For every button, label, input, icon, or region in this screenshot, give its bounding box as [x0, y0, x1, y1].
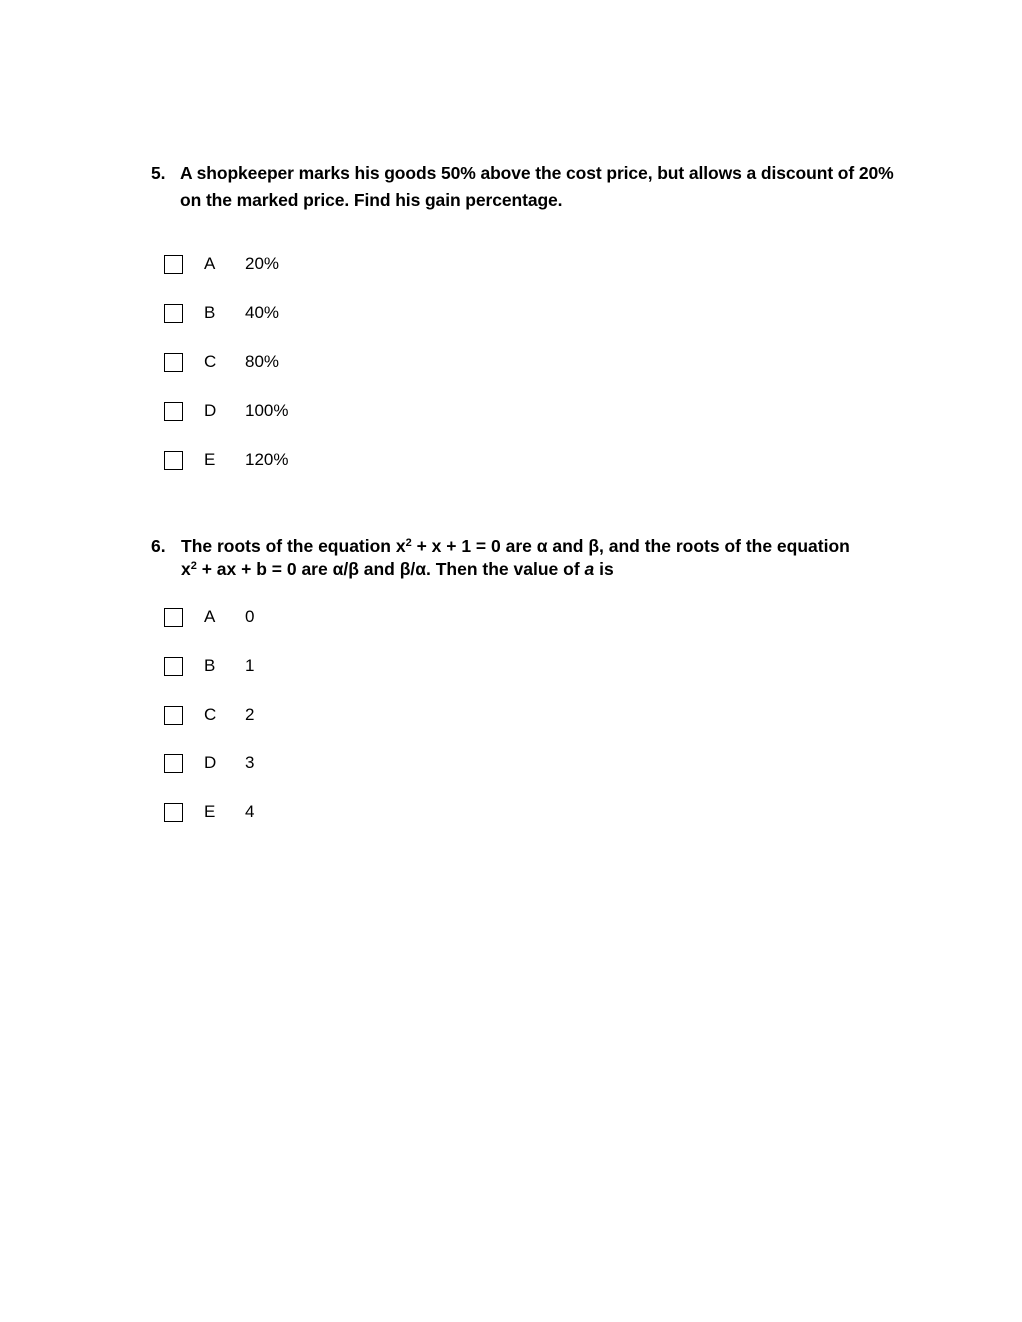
option-value: 100% — [245, 401, 289, 420]
answer-option-d[interactable] — [164, 400, 289, 422]
option-value: 4 — [245, 802, 255, 821]
option-letter: E — [204, 450, 216, 469]
option-value: 80% — [245, 352, 280, 371]
answer-option-a[interactable] — [164, 606, 255, 628]
option-letter: B — [204, 656, 216, 675]
question-text-line: on the marked price. Find his gain percentage. — [180, 190, 563, 210]
question-number: 5. — [151, 163, 166, 183]
option-letter: A — [204, 254, 216, 273]
option-letter: D — [204, 401, 217, 420]
option-letter: C — [204, 705, 217, 724]
question-text — [180, 160, 910, 214]
option-value: 0 — [245, 607, 255, 626]
option-value: 40% — [245, 303, 280, 322]
text-segment: + ax + b = 0 are α/β and β/α. Then the value of — [196, 559, 585, 579]
option-value: 120% — [245, 450, 289, 469]
option-value: 20% — [245, 254, 280, 273]
question-text — [181, 535, 901, 581]
question-text-line: A shopkeeper marks his goods 50% above the cost price, but allows a discount of 20% — [180, 163, 894, 183]
answer-option-e[interactable] — [164, 801, 255, 823]
checkbox[interactable] — [164, 608, 183, 627]
option-value: 2 — [245, 705, 255, 724]
superscript: 2 — [190, 560, 197, 572]
text-segment: + x + 1 = 0 are α and β, and the roots of the equation — [411, 536, 850, 556]
checkbox[interactable] — [164, 255, 183, 274]
answer-option-e[interactable] — [164, 449, 289, 471]
question-text-line — [181, 558, 901, 581]
checkbox[interactable] — [164, 304, 183, 323]
answer-option-d[interactable] — [164, 752, 255, 774]
checkbox[interactable] — [164, 803, 183, 822]
answer-option-c[interactable] — [164, 351, 280, 373]
answer-option-c[interactable] — [164, 704, 255, 726]
variable: a — [584, 559, 595, 579]
option-letter: C — [204, 352, 217, 371]
checkbox[interactable] — [164, 754, 183, 773]
option-letter: A — [204, 607, 216, 626]
checkbox[interactable] — [164, 451, 183, 470]
question-text-line — [181, 535, 901, 558]
checkbox[interactable] — [164, 353, 183, 372]
checkbox[interactable] — [164, 402, 183, 421]
text-segment: The roots of the equation x — [181, 536, 406, 556]
question-number: 6. — [151, 536, 166, 556]
superscript: 2 — [405, 537, 412, 549]
answer-option-a[interactable] — [164, 253, 280, 275]
option-letter: D — [204, 753, 217, 772]
option-letter: B — [204, 303, 216, 322]
checkbox[interactable] — [164, 706, 183, 725]
option-value: 3 — [245, 753, 255, 772]
text-segment: is — [594, 559, 614, 579]
text-segment: x — [181, 559, 191, 579]
option-value: 1 — [245, 656, 255, 675]
answer-option-b[interactable] — [164, 302, 280, 324]
checkbox[interactable] — [164, 657, 183, 676]
answer-option-b[interactable] — [164, 655, 255, 677]
option-letter: E — [204, 802, 216, 821]
